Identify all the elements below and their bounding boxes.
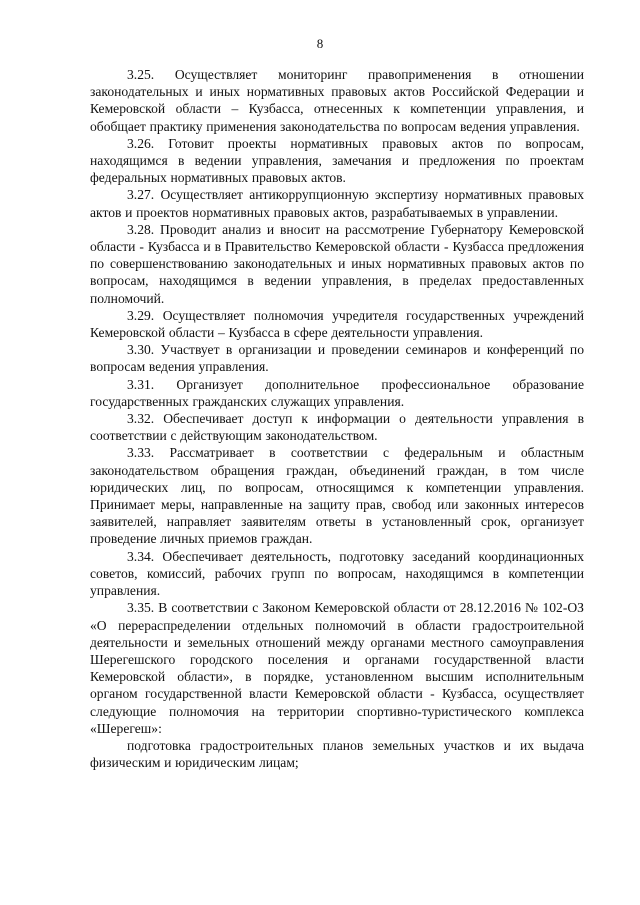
paragraph-3-31: 3.31. Организует дополнительное профессиональное образование государственных гражданских служащих управления. bbox=[90, 376, 584, 409]
paragraph-3-32: 3.32. Обеспечивает доступ к информации о деятельности управления в соответствии с действующим законодательством. bbox=[90, 411, 584, 444]
document-body bbox=[90, 66, 584, 771]
paragraph-3-34: 3.34. Обеспечивает деятельность, подготовку заседаний координационных советов, комиссий, рабочих групп по вопросам, находящимся в компетенции управления. bbox=[90, 548, 584, 599]
paragraph-3-33: 3.33. Рассматривает в соответствии с федеральным и областным законодательством обращения граждан, объединений граждан, в том числе юридических лиц, по вопросам, относящимся к компетенции управления. Принимает меры, направленные на защиту прав, свобод или законных интересов заявителей, направляет заявителям ответы в установленный срок, организует проведение личных приемов граждан. bbox=[90, 445, 584, 547]
paragraph-3-26: 3.26. Готовит проекты нормативных правовых актов по вопросам, находящимся в ведении управления, замечания и предложения по проектам федеральных нормативных правовых актов. bbox=[90, 135, 584, 186]
page-number: 8 bbox=[316, 36, 324, 51]
paragraph-3-29: 3.29. Осуществляет полномочия учредителя государственных учреждений Кемеровской области – Кузбасса в сфере деятельности управления. bbox=[90, 307, 584, 341]
paragraph-3-28: 3.28. Проводит анализ и вносит на рассмотрение Губернатору Кемеровской области - Кузбасса и в Правительство Кемеровской области - Кузбасса предложения по совершенствованию законодательных и иных нормативных правовых актов по вопросам, находящимся в ведении управления, в пределах предоставленных полномочий. bbox=[90, 221, 584, 306]
paragraph-3-35-item-1: подготовка градостроительных планов земельных участков и их выдача физическим и юридическим лицам; bbox=[90, 737, 584, 771]
paragraph-3-27: 3.27. Осуществляет антикоррупционную экспертизу нормативных правовых актов и проектов нормативных правовых актов, разрабатываемых в управлении. bbox=[90, 187, 584, 220]
paragraph-3-25: 3.25. Осуществляет мониторинг правоприменения в отношении законодательных и иных нормативных правовых актов Российской Федерации и Кемеровской области – Кузбасса, отнесенных к компетенции управления, и обобщает практику применения законодательства по вопросам ведения управления. bbox=[90, 67, 584, 134]
paragraph-3-30: 3.30. Участвует в организации и проведении семинаров и конференций по вопросам ведения управления. bbox=[90, 342, 584, 375]
paragraph-3-35: 3.35. В соответствии с Законом Кемеровской области от 28.12.2016 № 102-ОЗ «О перераспределении отдельных полномочий в области градостроительной деятельности и земельных отношений между органами местного самоуправления Шерегешского городского поселения и органами государственной власти Кемеровской области», в порядке, установленном высшим исполнительным органом государственной власти Кемеровской области - Кузбасса, осуществляет следующие полномочия на территории спортивно-туристического комплекса «Шерегеш»: bbox=[90, 600, 584, 736]
